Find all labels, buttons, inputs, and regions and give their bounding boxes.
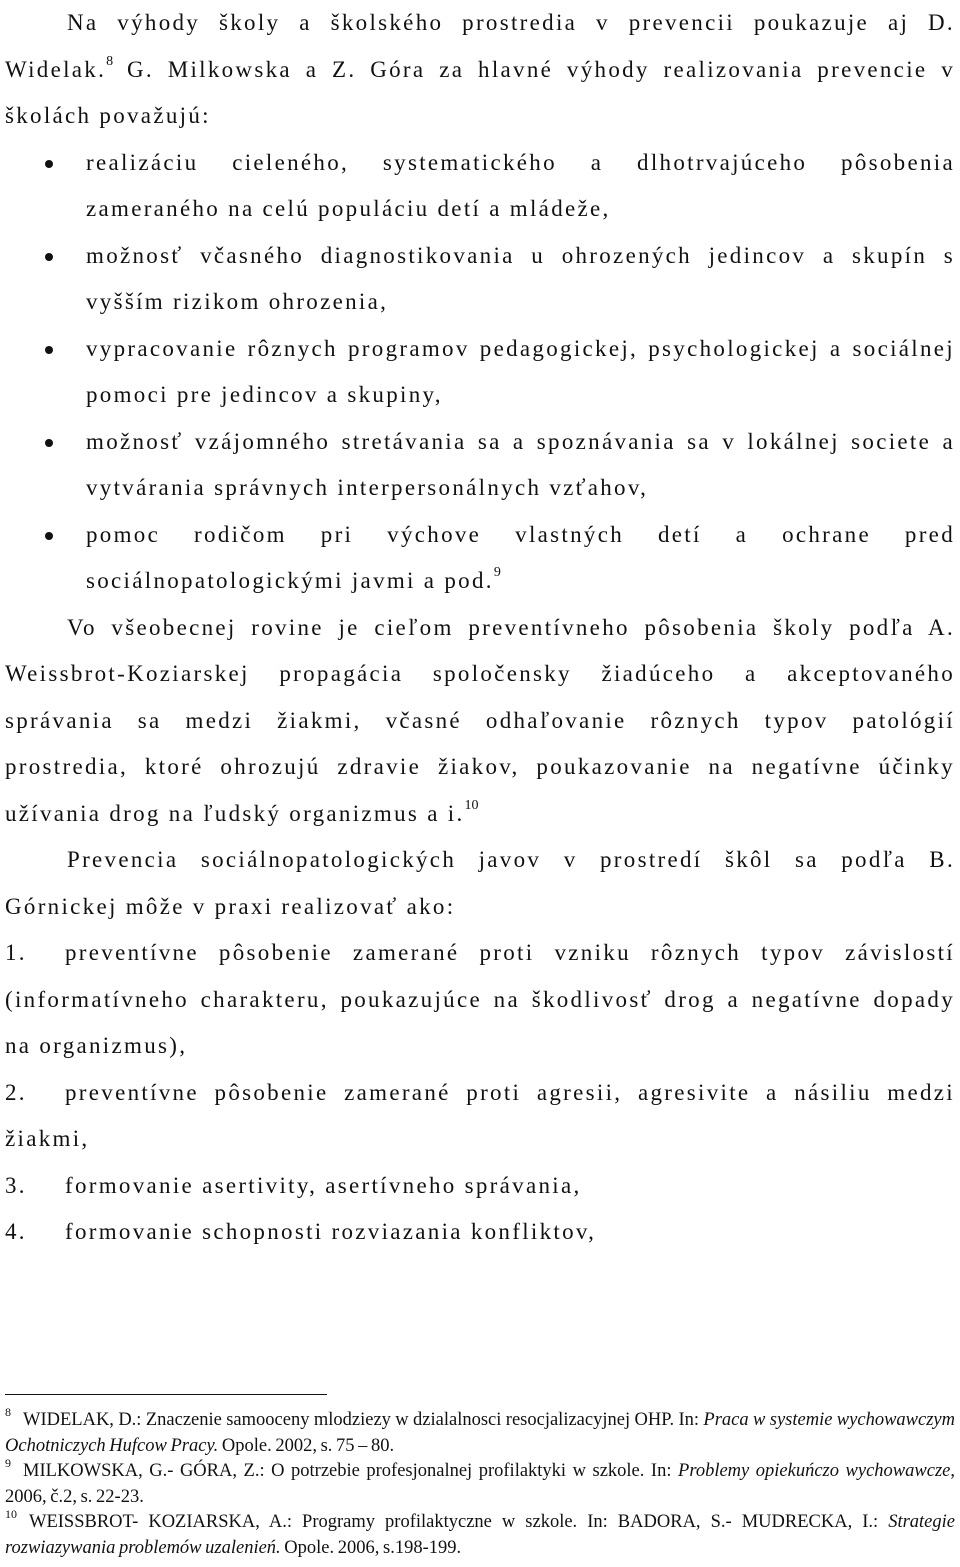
paragraph-intro-text-b: G. Milkowska a Z. Góra za hlavné výhody realizovania prevencie v školách považujú: (5, 56, 955, 128)
footnote-10 (5, 1507, 955, 1561)
footnote-title: Strategie rozwiazywania problemów uzalenień. (5, 1512, 955, 1558)
list-item (5, 140, 955, 233)
footnote-text: Opole. 2002, s. 75 – 80. (218, 1435, 395, 1456)
numbered-item (5, 1070, 955, 1163)
advantages-list (5, 140, 955, 605)
footnote-ref-9: 9 (493, 565, 501, 580)
footnote-text: , 2006, č.2, s. 22-23. (5, 1461, 955, 1507)
list-item (5, 419, 955, 512)
item-number: 3. (5, 1172, 27, 1198)
bullet-icon (45, 346, 53, 354)
bullet-icon (45, 160, 53, 168)
paragraph-goal-text: Vo všeobecnej rovine je cieľom preventívneho pôsobenia školy podľa A. Weissbrot-Koziarskej propagácia spoločensky žiadúceho a akceptovaného správania sa medzi žiakmi, včasné odhaľovanie rôznych typov patológií prostredia, ktoré ohrozujú zdravie žiakov, poukazovanie na negatívne účinky užívania drog na ľudský organizmus a i. (5, 614, 955, 826)
list-item (5, 326, 955, 419)
footnote-8 (5, 1405, 955, 1459)
footnote-ref-10: 10 (464, 797, 479, 813)
item-number: 4. (5, 1219, 27, 1244)
list-item (5, 512, 955, 605)
footnote-separator (5, 1394, 327, 1395)
footnote-text: WIDELAK, D.: Znaczenie samooceny mlodziezy w dzialalnosci resocjalizacyjnej OHP. In: (23, 1410, 704, 1430)
list-item-text: možnosť vzájomného stretávania sa a spoznávania sa v lokálnej societe a vytvárania správnych interpersonálnych vzťahov, (86, 428, 955, 500)
footnote-9 (5, 1456, 955, 1510)
paragraph-intro-text-a: Na výhody školy a školského prostredia v prevencii poukazuje aj D. Widelak. (5, 10, 955, 82)
main-text (5, 0, 955, 1256)
footnote-number: 8 (5, 1405, 11, 1419)
bullet-icon (45, 532, 53, 540)
footnotes (5, 1405, 955, 1561)
item-text: preventívne pôsobenie zamerané proti agresii, agresivite a násiliu medzi žiakmi, (5, 1079, 955, 1151)
footnote-number: 10 (5, 1507, 17, 1521)
footnote-title: Problemy opiekuńczo wychowawcze (678, 1461, 951, 1481)
list-item-text: pomoc rodičom pri výchove vlastných detí a ochrane pred sociálnopatologickými javmi a pod. (86, 521, 955, 593)
item-text: formovanie schopnosti rozviazania konfliktov, (65, 1219, 597, 1244)
bullet-icon (45, 253, 53, 261)
footnote-ref-8: 8 (106, 53, 114, 69)
bullet-icon (45, 439, 53, 447)
footnote-number: 9 (5, 1456, 11, 1470)
item-text: formovanie asertivity, asertívneho správania, (65, 1172, 582, 1198)
list-item-text: vypracovanie rôznych programov pedagogickej, psychologickej a sociálnej pomoci pre jedincov a skupiny, (86, 335, 955, 407)
paragraph-prevention (5, 837, 955, 930)
numbered-item (5, 1163, 955, 1210)
footnote-title: Praca w systemie wychowawczym Ochotniczych Hufcow Pracy. (5, 1410, 955, 1456)
footnote-text: Opole. 2006, s.198-199. (280, 1537, 462, 1558)
item-text: preventívne pôsobenie zamerané proti vzniku rôznych typov závislostí (informatívneho charakteru, poukazujúce na škodlivosť drog a negatívne dopady na organizmus), (5, 940, 955, 1058)
item-number: 1. (5, 940, 27, 965)
numbered-item (5, 1209, 955, 1256)
footnote-text: WEISSBROT- KOZIARSKA, A.: Programy profilaktyczne w szkole. In: BADORA, S.- MUDRECKA, I.: (29, 1512, 889, 1532)
document-page (5, 0, 955, 1256)
list-item-text: možnosť včasného diagnostikovania u ohrozených jedincov a skupín s vyšším rizikom ohrozenia, (86, 242, 955, 314)
list-item (5, 233, 955, 326)
paragraph-prevention-text: Prevencia sociálnopatologických javov v prostredí škôl sa podľa B. Górnickej môže v praxi realizovať ako: (5, 847, 955, 919)
paragraph-intro (5, 0, 955, 140)
footnote-text: MILKOWSKA, G.- GÓRA, Z.: O potrzebie profesjonalnej profilaktyki w szkole. In: (23, 1461, 679, 1481)
list-item-text: realizáciu cieleného, systematického a dlhotrvajúceho pôsobenia zameraného na celú populáciu detí a mládeže, (86, 149, 955, 221)
paragraph-goal (5, 605, 955, 838)
numbered-item (5, 930, 955, 1070)
item-number: 2. (5, 1079, 27, 1105)
